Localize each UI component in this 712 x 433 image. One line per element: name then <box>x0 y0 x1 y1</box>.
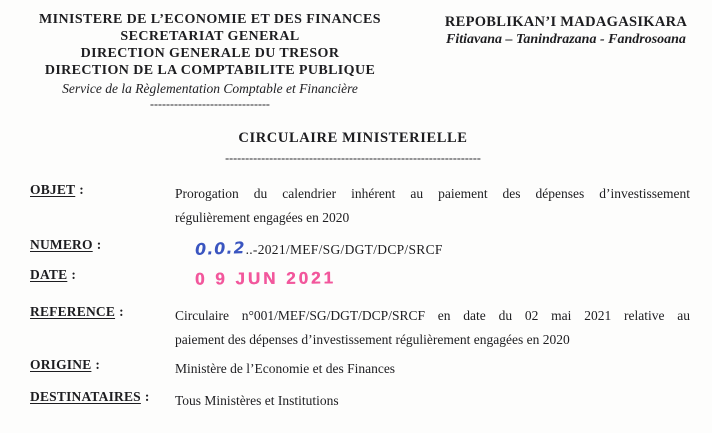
direction-generale-tresor: DIRECTION GENERALE DU TRESOR <box>80 46 340 61</box>
objet-value-line-1: Prorogation du calendrier inhérent au paiement des dépenses d’investissement <box>175 186 690 201</box>
objet-colon: : <box>79 182 84 197</box>
field-row-objet <box>30 182 690 230</box>
numero-colon: : <box>96 237 102 252</box>
letterhead-left <box>14 11 406 109</box>
date-value <box>175 267 690 292</box>
destinataires-value: Tous Ministères et Institutions <box>175 393 339 408</box>
service-line: Service de la Règlementation Comptable et Financière <box>62 81 358 96</box>
secretariat-general: SECRETARIAT GENERAL <box>120 29 300 44</box>
date-stamp-pink-ink: 0 9 JUN 2021 <box>194 268 336 289</box>
field-row-date <box>30 267 690 292</box>
reference-label-cell <box>30 304 175 320</box>
numero-label-cell <box>30 237 175 253</box>
numero-value <box>175 237 690 262</box>
numero-label: NUMERO <box>30 237 93 252</box>
origine-value: Ministère de l’Economie et des Finances <box>175 361 396 376</box>
reference-label: REFERENCE <box>30 304 116 319</box>
date-label-cell <box>30 267 175 283</box>
field-row-origine <box>30 357 690 381</box>
reference-value-line-2: paiement des dépenses d’investissement régulièrement engagées en 2020 <box>175 332 570 347</box>
republic-name: REPOBLIKAN’I MADAGASIKARA <box>444 14 688 30</box>
field-row-reference <box>30 304 690 352</box>
ministry-name: MINISTERE DE L’ECONOMIE ET DES FINANCES <box>39 12 381 27</box>
origine-label: ORIGINE <box>30 357 92 372</box>
reference-colon: : <box>119 304 124 319</box>
objet-label-cell <box>30 182 175 198</box>
direction-comptabilite-publique: DIRECTION DE LA COMPTABILITE PUBLIQUE <box>44 63 376 78</box>
origine-colon: : <box>95 357 101 372</box>
reference-value-line-1: Circulaire n°001/MEF/SG/DGT/DCP/SRCF en date du 02 mai 2021 relative au <box>175 308 690 323</box>
document-title: CIRCULAIRE MINISTERIELLE <box>238 130 468 146</box>
field-row-destinataires <box>30 389 690 413</box>
destinataires-label: DESTINATAIRES <box>30 389 141 404</box>
letterhead-dashed-separator: ------------------------------ <box>150 99 270 109</box>
typed-number-suffix: ..-2021/MEF/SG/DGT/DCP/SRCF <box>245 242 443 257</box>
title-dashed-separator: ---------------------------------------------------------------- <box>225 151 481 165</box>
national-motto: Fitiavana – Tanindrazana - Fandrosoana <box>446 32 686 47</box>
letterhead-right <box>424 13 708 49</box>
origine-label-cell <box>30 357 175 373</box>
date-colon: : <box>71 267 77 282</box>
reference-value <box>175 304 690 352</box>
destinataires-colon: : <box>144 389 150 404</box>
objet-value-line-2: régulièrement engagées en 2020 <box>175 210 350 225</box>
objet-label: OBJET <box>30 182 76 197</box>
field-row-numero <box>30 237 690 262</box>
objet-value <box>175 182 690 230</box>
date-label: DATE <box>30 267 68 282</box>
destinataires-label-cell <box>30 389 175 405</box>
handwritten-number-blue-ink: 0.0.2 <box>194 238 246 259</box>
title-separator <box>0 149 706 167</box>
